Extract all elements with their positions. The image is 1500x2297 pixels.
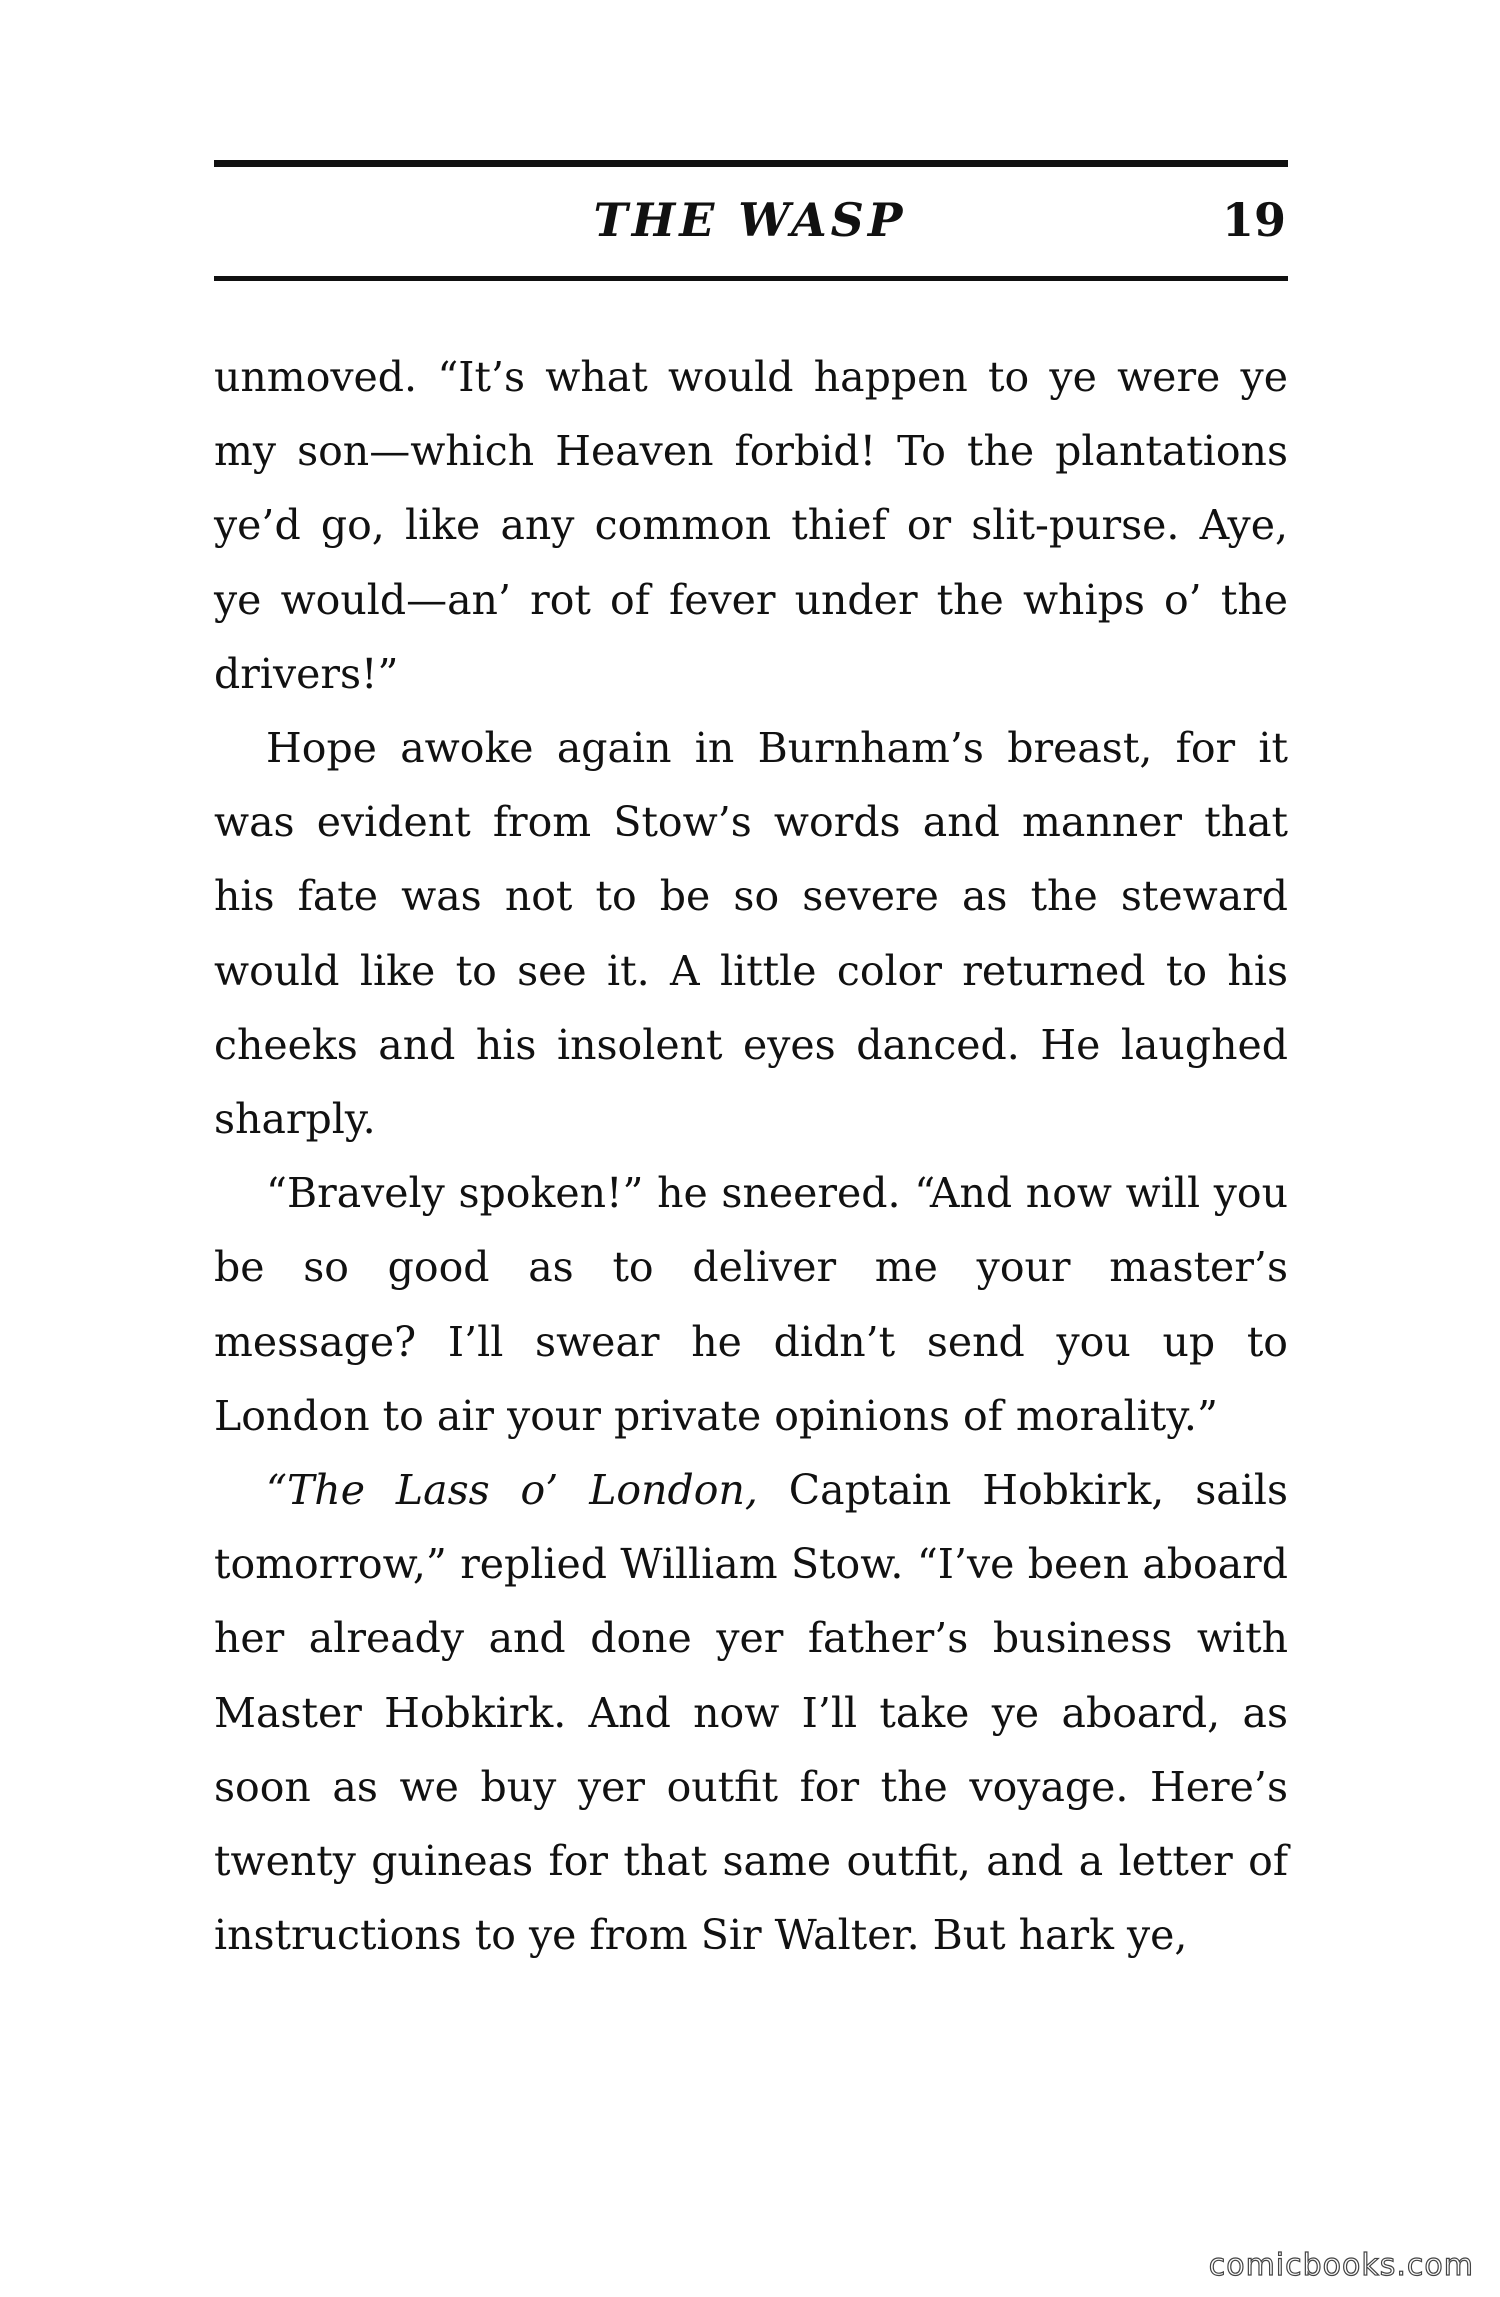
ship-name: “The Lass o’ London, — [266, 1466, 758, 1515]
paragraph-3: “Bravely spoken!” he sneered. “And now will you be so good as to deliver me your master’s message? I’ll swear he didn’t send you up to London to air your private opinions of morality.” — [214, 1169, 1288, 1440]
paragraph-2: Hope awoke again in Burnham’s breast, for it was evident from Stow’s words and manner that his fate was not to be so severe as the steward would like to see it. A little color returned to his cheeks and his insolent eyes danced. He laughed sharply. — [214, 724, 1288, 1144]
header-rule-bottom — [214, 276, 1288, 281]
paragraph-1: unmoved. “It’s what would happen to ye were ye my son—which Heaven forbid! To the plantations ye’d go, like any common thief or slit-purse. Aye, ye would—an’ rot of fever under the whips o’ the drivers!” — [214, 353, 1288, 698]
running-title: THE WASP — [593, 193, 907, 247]
paragraph-4-text: Captain Hobkirk, sails tomorrow,” replied William Stow. “I’ve been aboard her already and done yer father’s business with Master Hobkirk. And now I’ll take ye aboard, as soon as we buy yer outfit for the voyage. Here’s twenty guineas for that same outfit, and a letter of instructions to ye from Sir Walter. But hark ye, — [214, 1466, 1289, 1960]
watermark: comicbooks.com — [1208, 2248, 1474, 2283]
page-number: 19 — [1221, 193, 1286, 247]
body-text — [214, 340, 1288, 1972]
header-rule-top — [214, 160, 1288, 167]
paragraph-4 — [214, 1453, 1288, 1972]
